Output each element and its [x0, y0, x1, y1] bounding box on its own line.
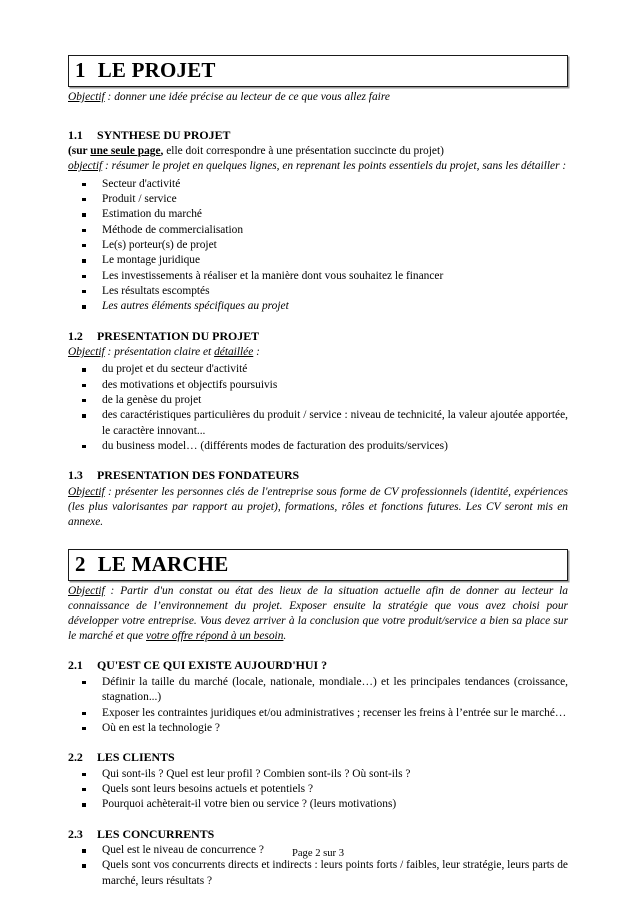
- lead-rest: elle doit correspondre à une présentation succincte du projet): [163, 145, 444, 158]
- section-2-1-title: QU'EST CE QUI EXISTE AUJOURD'HUI ?: [97, 658, 328, 673]
- chapter-2-title: LE MARCHE: [97, 552, 229, 577]
- list-item: des motivations et objectifs poursuivis: [68, 378, 568, 393]
- section-1-2-bullet-list: [68, 362, 568, 454]
- section-1-2-title: PRESENTATION DU PROJET: [97, 328, 260, 343]
- objectif-text: : présenter les personnes clés de l'entreprise sous forme de CV professionnels (identité, expériences (les plus valorisantes par rapport au projet), formations, rôles et fonctions futures. Les CV seront mis en annexe.: [68, 485, 568, 528]
- list-item: du projet et du secteur d'activité: [68, 362, 568, 377]
- section-1-1-bullet-list: [68, 177, 568, 315]
- objectif-text: : résumer le projet en quelques lignes, en reprenant les points essentiels du projet, sans les détailler :: [102, 160, 567, 173]
- chapter-1-number: 1: [75, 58, 86, 82]
- list-item: Pourquoi achèterait-il votre bien ou service ? (leurs motivations): [68, 797, 568, 812]
- objectif-mid: : présentation claire et: [104, 346, 215, 359]
- chapter-2-line: [75, 553, 561, 576]
- objectif-label: objectif: [68, 160, 103, 173]
- lead-bold-open: (sur: [68, 145, 91, 158]
- section-2-1-bullet-list: [68, 675, 568, 736]
- section-heading-2-2: [68, 750, 568, 765]
- objectif-underlined: votre offre répond à un besoin: [146, 630, 284, 643]
- lead-bold-comma: ,: [160, 145, 164, 158]
- section-1-1-lead: [68, 144, 568, 159]
- spacer: [68, 107, 568, 114]
- objectif-label: Objectif: [68, 90, 105, 103]
- section-2-2-title: LES CLIENTS: [97, 750, 175, 765]
- list-item: Qui sont-ils ? Quel est leur profil ? Combien sont-ils ? Où sont-ils ?: [68, 767, 568, 782]
- chapter-1-objectif: [68, 90, 568, 105]
- objectif-label: Objectif: [68, 584, 105, 597]
- chapter-1-line: [75, 59, 561, 82]
- list-item: Méthode de commercialisation: [68, 223, 568, 238]
- list-item: Produit / service: [68, 192, 568, 207]
- chapter-2-number: 2: [75, 552, 86, 577]
- list-item: Secteur d'activité: [68, 177, 568, 192]
- list-item: des caractéristiques particulières du produit / service : niveau de technicité, la valeur ajoutée apportée, le caractère innovant...: [68, 408, 568, 439]
- section-2-2-bullet-list: [68, 767, 568, 813]
- section-heading-1-1: [68, 128, 568, 143]
- section-heading-1-2: [68, 329, 568, 344]
- list-item: Le montage juridique: [68, 253, 568, 268]
- list-item: du business model… (différents modes de facturation des produits/services): [68, 439, 568, 454]
- list-item: Où en est la technologie ?: [68, 721, 568, 736]
- objectif-part-1: : Partir d'un constat ou état des lieux de la situation actuelle afin de donner au lecteur la connaissance de l’environnement du projet. Exposer ensuite la stratégie que vous avez choisi pour développer votre entreprise. Vous devez arriver à la conclusion que votre produit/service a bien sa place sur le marché et que: [68, 584, 568, 643]
- list-item: Les autres éléments spécifiques au projet: [68, 299, 568, 314]
- list-item: Les résultats escomptés: [68, 284, 568, 299]
- page-footer: Page 2 sur 3: [291, 848, 345, 859]
- list-item: Quels sont leurs besoins actuels et potentiels ?: [68, 782, 568, 797]
- section-heading-2-1: [68, 658, 568, 673]
- section-1-1-title: SYNTHESE DU PROJET: [97, 127, 231, 142]
- chapter-2-objectif: [68, 584, 568, 645]
- objectif-label: Objectif: [68, 346, 105, 359]
- chapter-1-title: LE PROJET: [97, 58, 216, 82]
- section-2-3-title: LES CONCURRENTS: [97, 826, 215, 841]
- list-item: Définir la taille du marché (locale, nationale, mondiale…) et les principales tendances (croissance, stagnation...): [68, 675, 568, 706]
- section-1-2-objectif: [68, 345, 568, 360]
- section-1-1-objectif: [68, 159, 568, 174]
- section-2-3-number: 2.3: [68, 826, 83, 841]
- objectif-end: :: [253, 346, 260, 359]
- chapter-heading-1: [68, 55, 568, 87]
- list-item: Les investissements à réaliser et la manière dont vous souhaitez le financer: [68, 269, 568, 284]
- section-1-1-number: 1.1: [68, 127, 83, 142]
- section-2-2-number: 2.2: [68, 750, 83, 765]
- list-item: Quel est le niveau de concurrence ?: [68, 843, 568, 858]
- section-1-3-title: PRESENTATION DES FONDATEURS: [97, 468, 300, 483]
- section-2-1-number: 2.1: [68, 658, 83, 673]
- list-item: Exposer les contraintes juridiques et/ou administratives ; recenser les freins à l’entrée sur le marché…: [68, 706, 568, 721]
- chapter-heading-2: [68, 549, 568, 581]
- objectif-text: : donner une idée précise au lecteur de ce que vous allez faire: [104, 90, 390, 103]
- objectif-label: Objectif: [68, 485, 105, 498]
- section-heading-2-3: [68, 827, 568, 842]
- list-item: de la genèse du projet: [68, 393, 568, 408]
- objectif-part-2: .: [283, 630, 287, 643]
- list-item: Estimation du marché: [68, 207, 568, 222]
- list-item: Le(s) porteur(s) de projet: [68, 238, 568, 253]
- section-1-3-objectif: [68, 485, 568, 530]
- lead-bold-underlined: une seule page: [90, 145, 161, 158]
- objectif-underlined: détaillée: [214, 346, 254, 359]
- section-heading-1-3: [68, 468, 568, 483]
- spacer: [68, 532, 568, 549]
- section-1-3-number: 1.3: [68, 468, 83, 483]
- list-item: Quels sont vos concurrents directs et indirects : leurs points forts / faibles, leur stratégie, leurs parts de marché, leurs résultats ?: [68, 858, 568, 889]
- section-1-2-number: 1.2: [68, 328, 83, 343]
